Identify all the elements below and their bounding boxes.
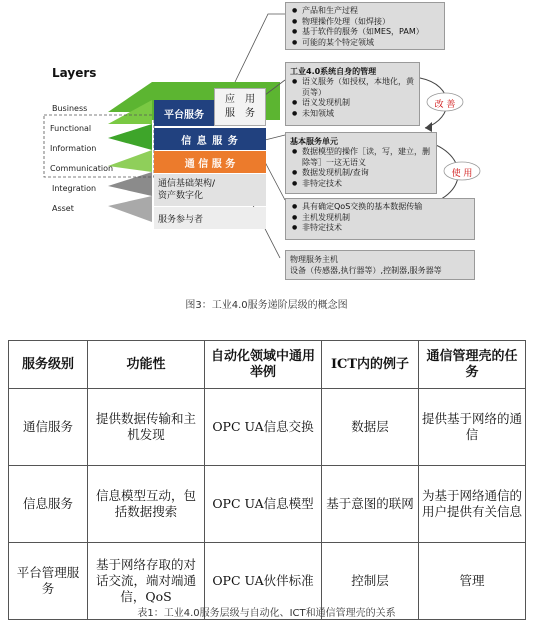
basic-service-item: ● 非特定技术 [302,179,432,190]
header-ict-example: ICT内的例子 [322,341,419,389]
table-cell: 平台管理服务 [9,543,88,620]
service-level-table [8,340,526,620]
participant-band: 服务参与者 [154,207,266,229]
basic-service-title: 基本服务单元 [290,137,338,146]
platform-service-band: 平台服务 [154,100,214,126]
table-caption: 表1：工业4.0服务层级与自动化、ICT和通信管理壳的关系 [137,608,396,619]
communication-box [285,198,475,240]
top-box-item: ● 产品和生产过程 [302,6,440,17]
communication-item: ● 具有确定QoS交换的基本数据传输 [302,202,470,213]
layer-wedge-integration [108,172,152,196]
layer-label-communication: Communication [50,164,114,173]
table-cell: 管理 [419,543,526,620]
header-functionality: 功能性 [88,341,205,389]
table-cell: 信息服务 [9,466,88,543]
table-cell: 数据层 [322,389,419,466]
application-service-band: 应 用 服 务 [214,88,266,126]
connector-basic [265,135,285,140]
table-cell: 基于意图的联网 [322,466,419,543]
header-service-level: 服务级别 [9,341,88,389]
self-management-title: 工业4.0系统自身的管理 [290,67,377,76]
header-admin-shell-task: 通信管理壳的任务 [419,341,526,389]
physical-host-devices: 设备（传感器,执行器等）,控制器,服务器等 [290,266,442,275]
basic-service-item: ● 数据模型的操作［读，写，建立，删除等］一这无语义 [302,147,432,168]
basic-service-box [285,132,437,194]
communication-item: ● 非特定技术 [302,223,470,234]
figure-caption: 图3：工业4.0服务递阶层级的概念图 [185,300,348,311]
table-cell: OPC UA伙伴标准 [205,543,322,620]
self-management-item: ● 语义服务（如授权，本地化，黄页等） [302,77,415,98]
layer-wedge-asset [108,196,152,222]
table-cell: 提供数据传输和主机发现 [88,389,205,466]
layer-label-business: Business [52,104,88,113]
header-automation-example: 自动化领域中通用举例 [205,341,322,389]
table-cell: 通信服务 [9,389,88,466]
layer-label-asset: Asset [52,204,74,213]
layer-wedge-communication [108,150,152,172]
layers-title: Layers [52,66,97,80]
information-service-band: 信 息 服 务 [154,128,266,150]
table-cell: OPC UA信息交换 [205,389,322,466]
connector-comm [265,162,285,200]
table-row [9,466,526,543]
table-cell: 为基于网络通信的用户提供有关信息 [419,466,526,543]
table-cell: 控制层 [322,543,419,620]
layer-label-integration: Integration [52,184,97,193]
communication-item: ● 主机发现机制 [302,213,470,224]
top-box-item: ● 物理操作处理（如焊接） [302,17,440,28]
improve-label: 改 善 [434,100,456,110]
table-cell: 信息模型互动，包括数据搜索 [88,466,205,543]
communication-service-band: 通 信 服 务 [154,151,266,173]
use-label: 使 用 [451,169,473,179]
table-cell: OPC UA信息模型 [205,466,322,543]
table-header-row [9,341,526,389]
layer-label-information: Information [50,144,97,153]
self-management-box [285,62,420,126]
top-box [285,2,445,50]
top-box-item: ● 可能的某个特定领域 [302,38,440,49]
connector-top [235,14,285,82]
self-management-item: ● 语义发现机制 [302,98,415,109]
basic-service-item: ● 数据发现机制/查询 [302,168,432,179]
service-hierarchy-diagram [0,0,533,290]
table-row [9,389,526,466]
table-cell: 基于网络存取的对话交流，端对端通信，QoS [88,543,205,620]
physical-host-box [285,250,475,280]
physical-host-title: 物理服务主机 [290,255,338,264]
top-box-item: ● 基于软件的服务（如MES，PAM） [302,27,440,38]
layer-wedge-information [108,124,152,150]
infrastructure-band: 通信基础架构/ 资产数字化 [154,174,266,206]
layer-label-functional: Functional [50,124,92,133]
table-cell: 提供基于网络的通信 [419,389,526,466]
self-management-item: ● 未知领域 [302,109,415,120]
